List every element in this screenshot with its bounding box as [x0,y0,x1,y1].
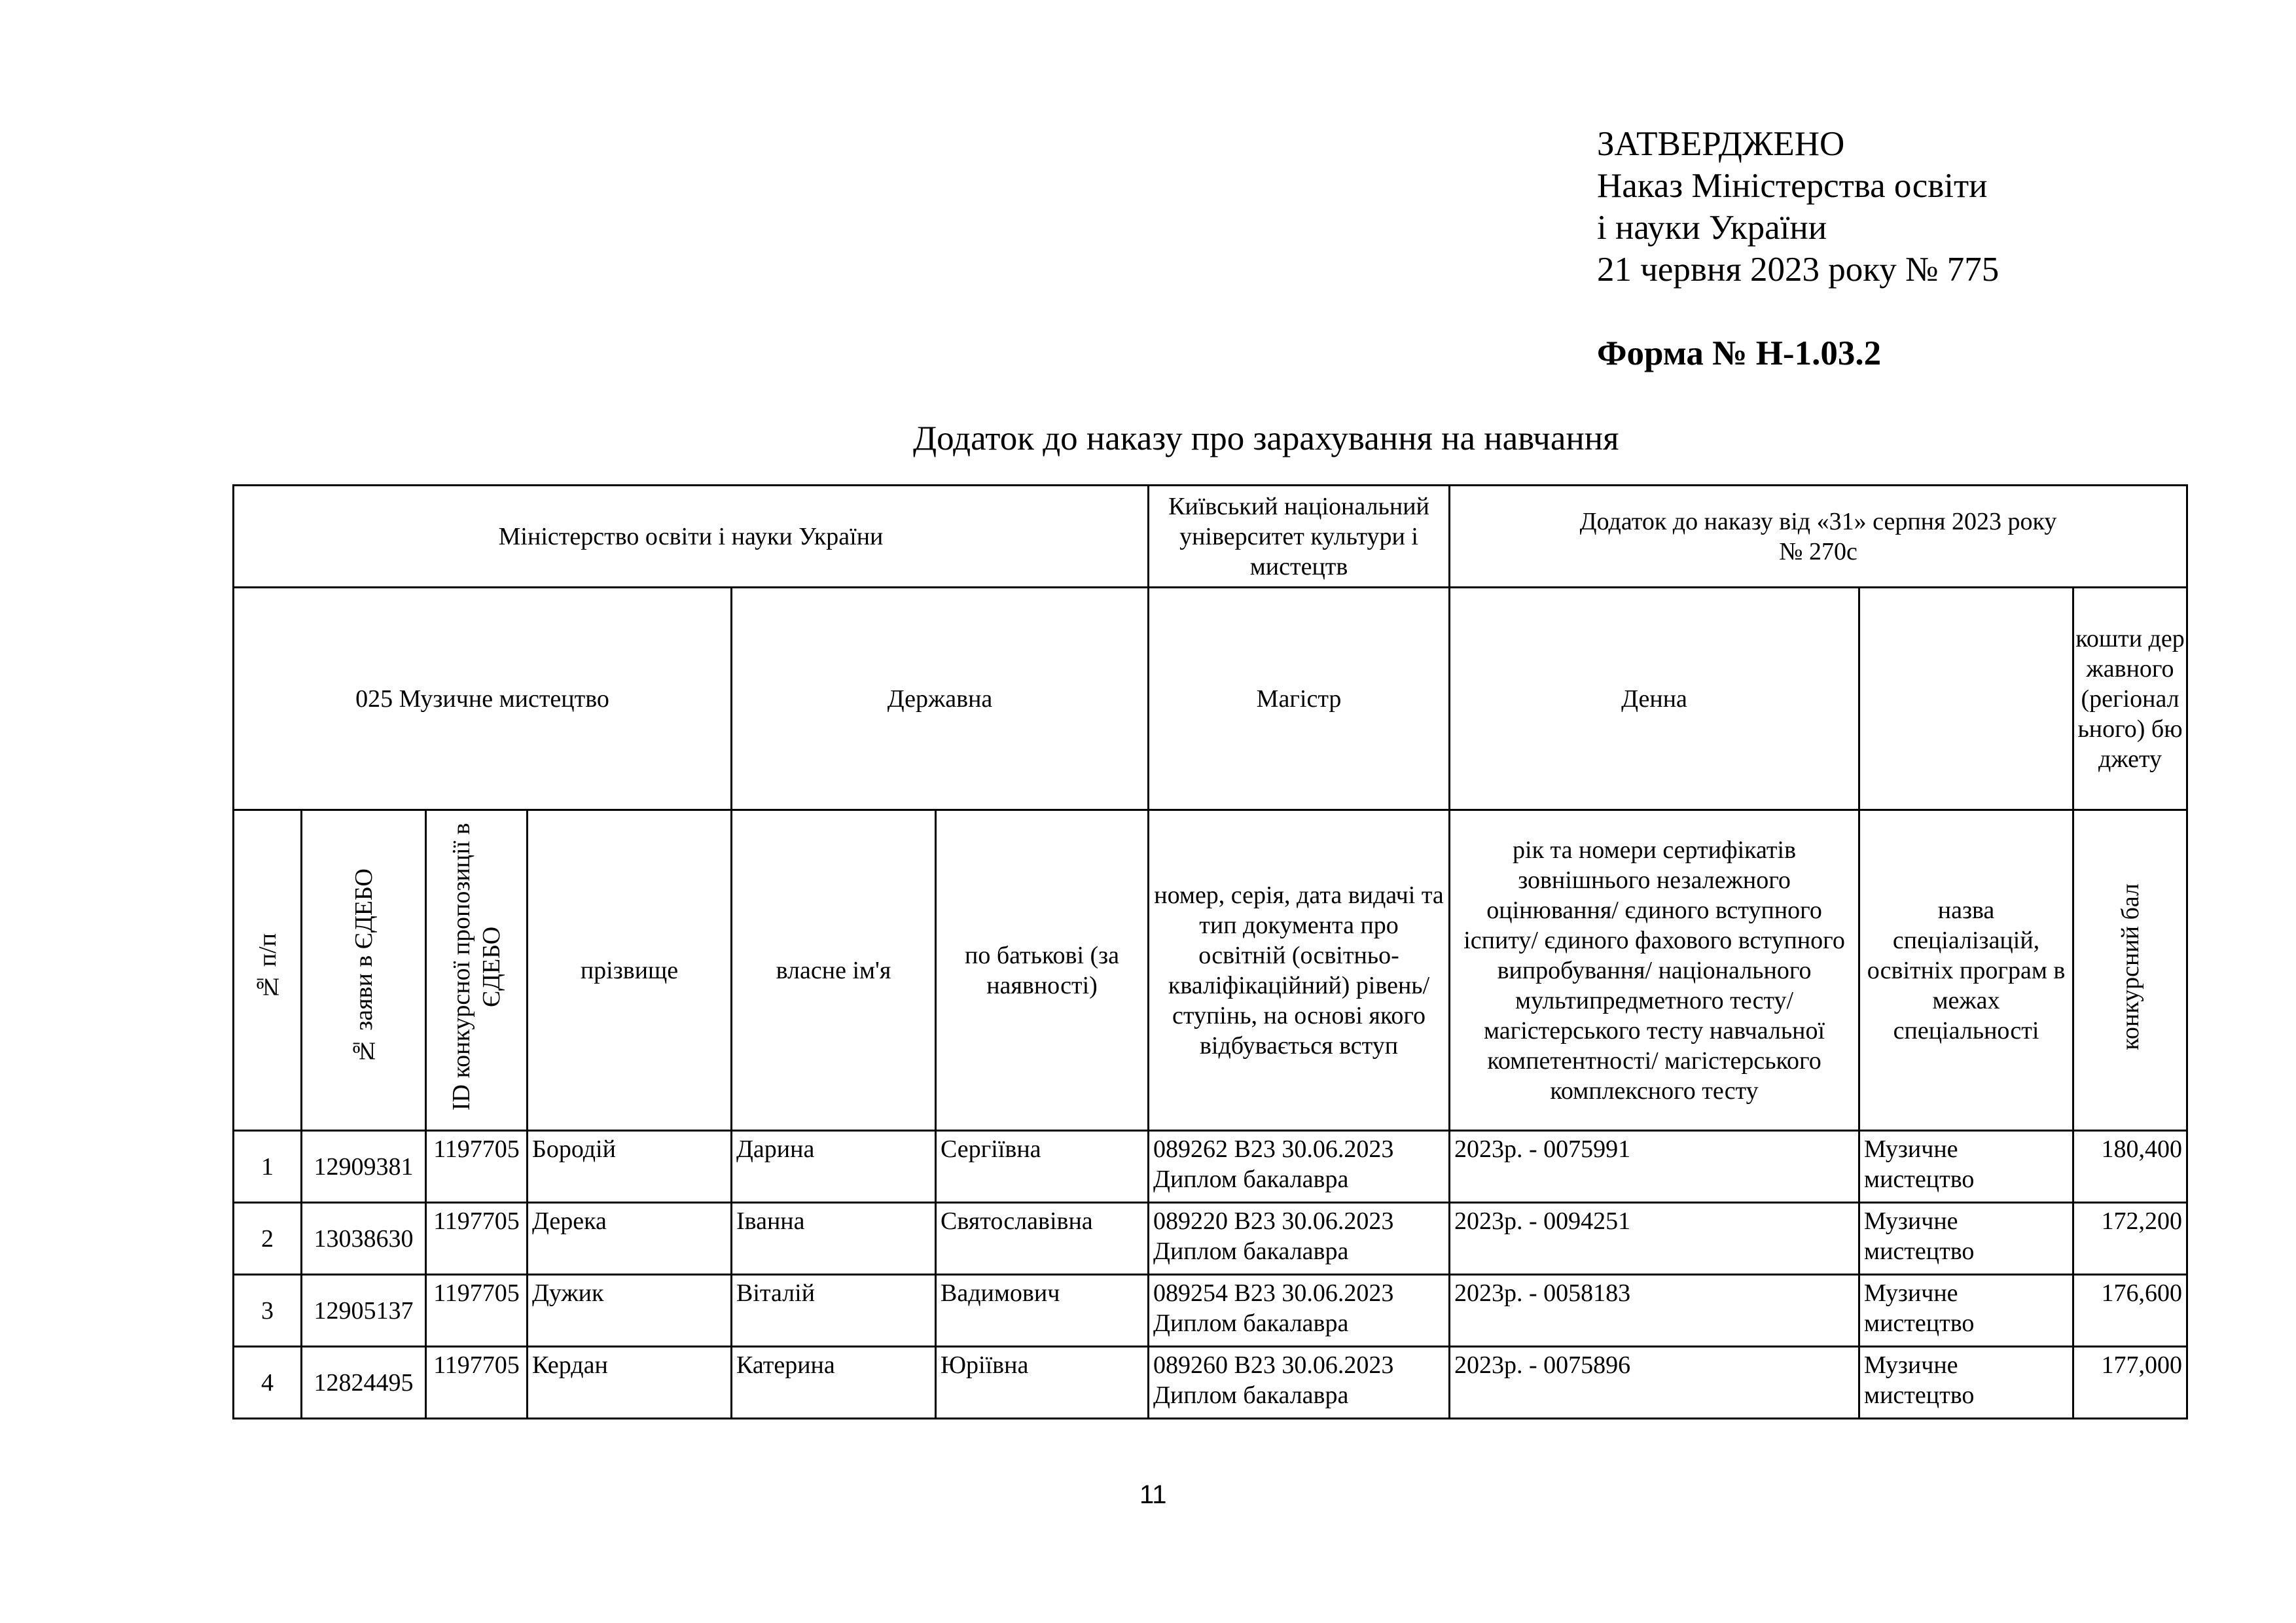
row-patronymic: Святославівна [936,1203,1149,1275]
row-certificate: 2023р. - 0058183 [1450,1275,1859,1347]
row-certificate: 2023р. - 0075991 [1450,1131,1859,1203]
row-document-number: 089262 В23 30.06.2023 [1153,1135,1394,1163]
table-row [234,1275,2187,1347]
row-document-number: 089260 В23 30.06.2023 [1153,1351,1394,1379]
row-certificate: 2023р. - 0075896 [1450,1347,1859,1419]
row-first-name: Катерина [732,1347,936,1419]
row-first-name: Іванна [732,1203,936,1275]
row-certificate: 2023р. - 0094251 [1450,1203,1859,1275]
column-header-document: номер, серія, дата видачі та тип документа про освітній (освітньо-кваліфікаційний) рівень/ступінь, на основі якого відбувається вступ [1149,810,1450,1131]
page-number: 11 [1139,1480,1167,1509]
row-document-type: Диплом бакалавра [1153,1238,1349,1265]
university-cell: Київський національний університет культури і мистецтв [1149,486,1450,588]
order-reference-line: № 270с [1779,537,1857,565]
row-offer-id: 1197705 [426,1347,528,1419]
row-document-number: 089254 В23 30.06.2023 [1153,1279,1394,1307]
table-row [234,1131,2187,1203]
row-patronymic: Сергіївна [936,1131,1149,1203]
row-document [1149,1347,1450,1419]
row-score: 176,600 [2073,1275,2187,1347]
row-surname: Дерека [528,1203,732,1275]
column-header-num: № п/п [234,810,302,1131]
row-application: 12909381 [302,1131,426,1203]
table-column-headers [234,810,2187,1131]
row-first-name: Віталій [732,1275,936,1347]
column-header-certificates: рік та номери сертифікатів зовнішнього незалежного оцінювання/ єдиного вступного іспиту/ єдиного фахового вступного випробування/ національного мультипредметного тесту/ магістерського тесту навчальної компетентності/ магістерського комплексного тесту [1450,810,1859,1131]
row-application: 12905137 [302,1275,426,1347]
row-num: 1 [234,1131,302,1203]
column-header-first-name: власне ім'я [732,810,936,1131]
approval-line: ЗАТВЕРДЖЕНО [1597,125,1845,163]
order-reference-cell [1450,486,2187,588]
row-patronymic: Юріївна [936,1347,1149,1419]
order-reference-line: Додаток до наказу від «31» серпня 2023 року [1579,507,2057,535]
row-document-number: 089220 В23 30.06.2023 [1153,1207,1394,1235]
empty-cell [1859,588,2073,810]
ministry-cell: Міністерство освіти і науки України [234,486,1149,588]
column-header-surname: прізвище [528,810,732,1131]
table-row [234,1203,2187,1275]
row-score: 180,400 [2073,1131,2187,1203]
row-offer-id: 1197705 [426,1275,528,1347]
row-document-type: Диплом бакалавра [1153,1382,1349,1409]
row-num: 4 [234,1347,302,1419]
row-specialization: Музичне мистецтво [1859,1131,2073,1203]
study-form-cell: Денна [1450,588,1859,810]
approval-line: і науки України [1597,209,1827,247]
specialty-cell: 025 Музичне мистецтво [234,588,732,810]
row-num: 2 [234,1203,302,1275]
column-header-score: конкурсний бал [2073,810,2187,1131]
table-row [234,1347,2187,1419]
row-surname: Бородій [528,1131,732,1203]
row-surname: Дужик [528,1275,732,1347]
enrollment-table [232,484,2188,1419]
row-application: 12824495 [302,1347,426,1419]
row-document-type: Диплом бакалавра [1153,1166,1349,1193]
degree-cell: Магістр [1149,588,1450,810]
funding-cell: кошти державного (регіонального) бюджету [2073,588,2187,810]
row-document-type: Диплом бакалавра [1153,1310,1349,1337]
form-number: Форма № Н-1.03.2 [1597,334,1882,372]
row-num: 3 [234,1275,302,1347]
document-title: Додаток до наказу про зарахування на навчання [913,419,1619,457]
row-document [1149,1131,1450,1203]
column-header-specialization: назва спеціалізацій, освітніх програм в межах спеціальності [1859,810,2073,1131]
row-specialization: Музичне мистецтво [1859,1203,2073,1275]
row-document [1149,1203,1450,1275]
row-score: 177,000 [2073,1347,2187,1419]
column-header-application: № заяви в ЄДЕБО [302,810,426,1131]
row-application: 13038630 [302,1203,426,1275]
row-offer-id: 1197705 [426,1203,528,1275]
row-score: 172,200 [2073,1203,2187,1275]
approval-block [1597,123,1999,291]
row-patronymic: Вадимович [936,1275,1149,1347]
column-header-offer-id: ID конкурсної пропозиції в ЄДЕБО [426,810,528,1131]
row-surname: Кердан [528,1347,732,1419]
approval-line: 21 червня 2023 року № 775 [1597,251,2000,289]
column-header-patronymic: по батькові (за наявності) [936,810,1149,1131]
approval-line: Наказ Міністерства освіти [1597,167,1988,205]
row-offer-id: 1197705 [426,1131,528,1203]
row-first-name: Дарина [732,1131,936,1203]
row-specialization: Музичне мистецтво [1859,1275,2073,1347]
table-header-row-2 [234,588,2187,810]
row-specialization: Музичне мистецтво [1859,1347,2073,1419]
table-header-row-1 [234,486,2187,588]
ownership-cell: Державна [732,588,1149,810]
row-document [1149,1275,1450,1347]
